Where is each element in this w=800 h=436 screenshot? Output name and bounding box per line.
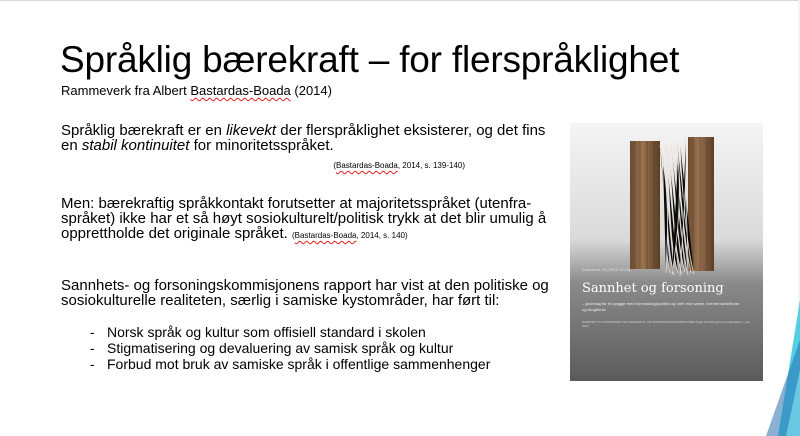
list-item: - Norsk språk og kultur som offisiell standard i skolen (90, 324, 490, 340)
cover-footer: RAPPORT TIL STORTINGET FRA SANNHETS- OG FORSONINGSKOMMISJONEN Avgitt til Stortingets presidentskap 1. juni 2023 (582, 320, 750, 328)
paragraph-commission-report: Sannhets- og forsoningskommisjonens rapport har vist at den politiske og sosiokulturelle realiteten, særlig i samiske kystområder, har ført til: (61, 277, 549, 309)
corner-shapes-decoration (758, 300, 800, 436)
paragraph-equilibrium: Språklig bærekraft er en likevekt der flerspråklighet eksisterer, og det fins en stabil kontinuitet for minoritetsspråket. (Bastardas-Boada, 2014, s. 139-140) (61, 123, 561, 173)
cover-document-number: Dokument 19 (2022–2023) (582, 268, 631, 272)
top-border (0, 0, 800, 1)
consequence-list (90, 324, 490, 372)
book-cover-image (570, 123, 763, 381)
citation-2: (Bastardas-Boada, 2014, s. 140) (291, 231, 408, 240)
cover-title: Sannhet og forsoning (582, 281, 724, 296)
cover-description: – grunnlag for et oppgjør med fornorskingspolitikk og urett mot samer, kvener/norskfinner og skogfinner (582, 301, 740, 312)
slide-subtitle: Rammeverk fra Albert Bastardas-Boada (2014) (61, 83, 332, 98)
woven-artwork-illustration (570, 123, 763, 381)
paragraph-language-contact: Men: bærekraftig språkkontakt forutsetter at majoritetsspråket (utenfra-språket) ikke har et så høyt sosiokulturelt/politisk trykk at det blir umulig å opprettholde det originale språket. (Bastardas-Boada, 2014, s. 140) (61, 195, 547, 242)
list-item: - Forbud mot bruk av samiske språk i offentlige sammenhenger (90, 356, 490, 372)
list-item: - Stigmatisering og devaluering av samisk språk og kultur (90, 340, 490, 356)
slide-title: Språklig bærekraft – for flerspråklighet (60, 39, 680, 80)
citation-1: (Bastardas-Boada, 2014, s. 139-140) (333, 161, 465, 170)
